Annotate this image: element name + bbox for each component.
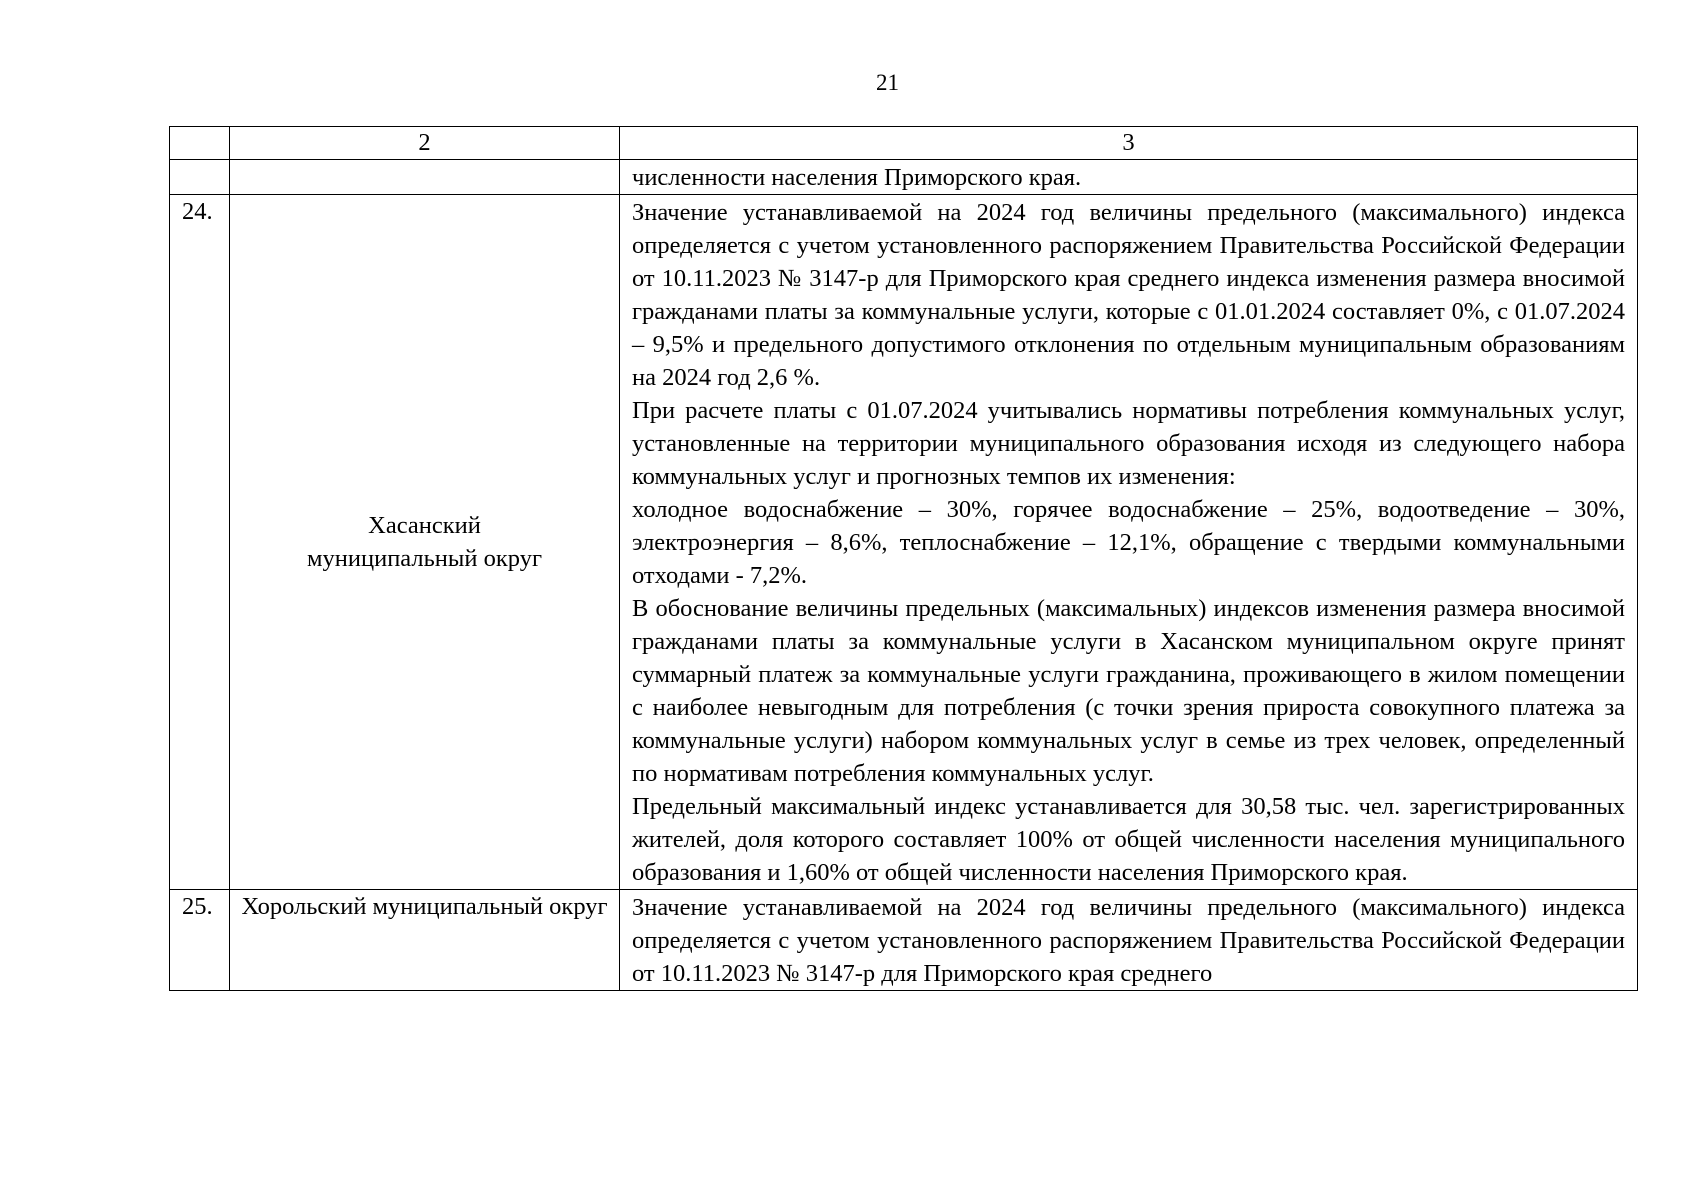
description-paragraph: Предельный максимальный индекс устанавливается для 30,58 тыс. чел. зарегистрированных жителей, доля которого составляет 100% от общей численности населения муниципального образования и 1,60% от общей численности населения Приморского края. bbox=[632, 793, 1625, 886]
continuation-text-cell bbox=[620, 160, 1638, 195]
description-paragraph: В обоснование величины предельных (максимальных) индексов изменения размера вносимой гражданами платы за коммунальные услуги в Хасанском муниципальном округе принят суммарный платеж за коммунальные услуги гражданина, проживающего в жилом помещении с наиболее невыгодным для потребления (с точки зрения прироста совокупного платежа за коммунальные услуги) набором коммунальных услуг в семье из трех человек, определенный по нормативам потребления коммунальных услуг. bbox=[632, 595, 1625, 787]
continuation-name-cell bbox=[230, 160, 620, 195]
description-paragraph: Значение устанавливаемой на 2024 год величины предельного (максимального) индекса определяется с учетом установленного распоряжением Правительства Российской Федерации от 10.11.2023 № 3147-р для Приморского края среднего bbox=[632, 894, 1625, 987]
row-number: 25. bbox=[170, 890, 230, 991]
municipality-name-text: Хасанский муниципальный округ bbox=[307, 512, 542, 572]
table-row bbox=[170, 890, 1638, 991]
description-paragraph: Значение устанавливаемой на 2024 год величины предельного (максимального) индекса определяется с учетом установленного распоряжением Правительства Российской Федерации от 10.11.2023 № 3147-р для Приморского края среднего индекса изменения размера вносимой гражданами платы за коммунальные услуги, которые с 01.01.2024 составляет 0%, с 01.07.2024 – 9,5% и предельного допустимого отклонения по отдельным муниципальным образованиям на 2024 год 2,6 %. bbox=[632, 199, 1625, 391]
continuation-row bbox=[170, 160, 1638, 195]
description-paragraph: При расчете платы с 01.07.2024 учитывались нормативы потребления коммунальных услуг, установленные на территории муниципального образования исходя из следующего набора коммунальных услуг и прогнозных темпов их изменения: bbox=[632, 397, 1625, 490]
header-col3: 3 bbox=[620, 127, 1638, 160]
row-number: 24. bbox=[170, 195, 230, 890]
indices-table bbox=[169, 126, 1638, 991]
municipality-name: Хорольский муниципальный округ bbox=[230, 890, 620, 991]
description-cell bbox=[620, 890, 1638, 991]
continuation-num-cell bbox=[170, 160, 230, 195]
page-number: 21 bbox=[876, 70, 899, 95]
description-cell bbox=[620, 195, 1638, 890]
table-header-row bbox=[170, 127, 1638, 160]
continuation-text: численности населения Приморского края. bbox=[632, 164, 1082, 191]
header-col1 bbox=[170, 127, 230, 160]
municipality-name bbox=[230, 195, 620, 890]
description-paragraph: холодное водоснабжение – 30%, горячее водоснабжение – 25%, водоотведение – 30%, электроэнергия – 8,6%, теплоснабжение – 12,1%, обращение с твердыми коммунальными отходами - 7,2%. bbox=[632, 496, 1625, 589]
header-col2: 2 bbox=[230, 127, 620, 160]
table-row bbox=[170, 195, 1638, 890]
